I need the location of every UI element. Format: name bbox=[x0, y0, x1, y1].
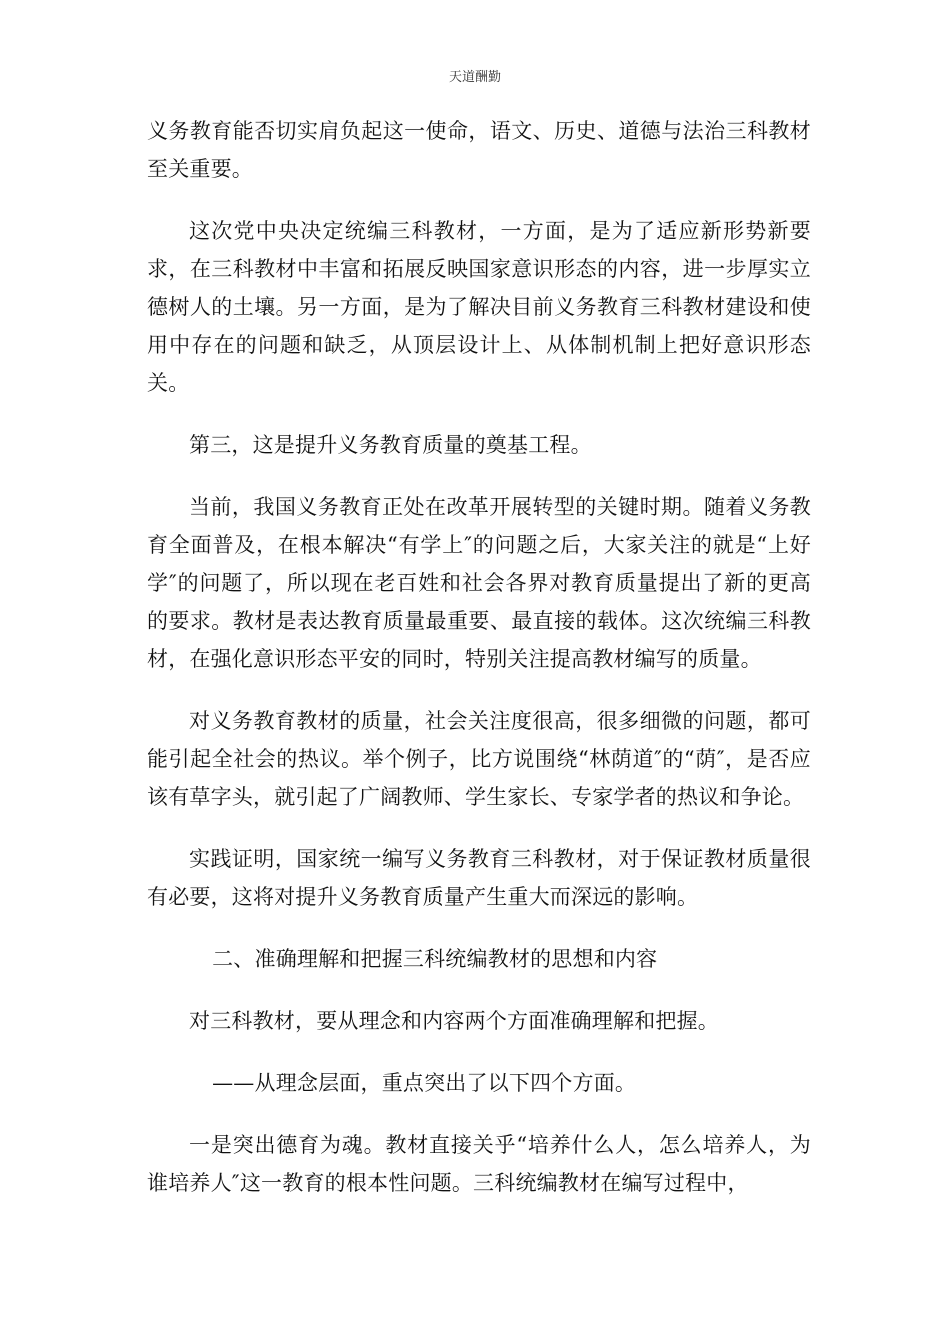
paragraph-8: ——从理念层面，重点突出了以下四个方面。 bbox=[212, 1071, 637, 1095]
paragraph-6: 实践证明，国家统一编写义务教育三科教材，对于保证教材质量很有必要，这将对提升义务教育质量产生重大而深远的影响。 bbox=[147, 847, 811, 909]
paragraph-1: 义务教育能否切实肩负起这一使命，语文、历史、道德与法治三科教材至关重要。 bbox=[147, 119, 811, 181]
page-header: 天道酬勤 bbox=[448, 70, 501, 85]
section-heading: 二、准确理解和把握三科统编教材的思想和内容 bbox=[212, 947, 658, 971]
paragraph-3: 第三，这是提升义务教育质量的奠基工程。 bbox=[189, 433, 592, 457]
document-body bbox=[147, 112, 811, 1226]
paragraph-5: 对义务教育教材的质量，社会关注度很高，很多细微的问题，都可能引起全社会的热议。举个例子，比方说围绕“林荫道″的“荫″，是否应该有草字头，就引起了广阔教师、学生家长、专家学者的热议和争论。 bbox=[147, 709, 811, 809]
paragraph-7: 对三科教材，要从理念和内容两个方面准确理解和把握。 bbox=[189, 1009, 719, 1033]
paragraph-2: 这次党中央决定统编三科教材，一方面，是为了适应新形势新要求，在三科教材中丰富和拓展反映国家意识形态的内容，进一步厚实立德树人的土壤。另一方面，是为了解决目前义务教育三科教材建设和使用中存在的问题和缺乏，从顶层设计上、从体制机制上把好意识形态关。 bbox=[147, 219, 811, 395]
paragraph-4: 当前，我国义务教育正处在改革开展转型的关键时期。随着义务教育全面普及，在根本解决“有学上″的问题之后，大家关注的就是“上好学″的问题了，所以现在老百姓和社会各界对教育质量提出了新的更高的要求。教材是表达教育质量最重要、最直接的载体。这次统编三科教材，在强化意识形态平安的同时，特别关注提高教材编写的质量。 bbox=[147, 495, 811, 671]
paragraph-9: 一是突出德育为魂。教材直接关乎“培养什么人，怎么培养人，为谁培养人″这一教育的根本性问题。三科统编教材在编写过程中， bbox=[147, 1133, 811, 1195]
